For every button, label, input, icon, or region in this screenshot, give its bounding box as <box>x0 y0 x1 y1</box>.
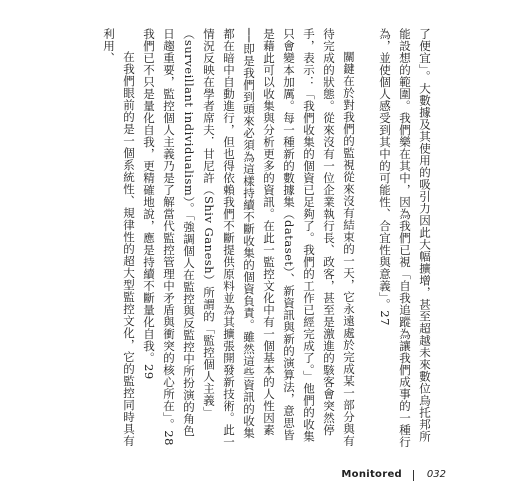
body-text <box>99 28 435 448</box>
page-number: 032 <box>426 469 446 480</box>
running-title: Monitored <box>341 469 402 480</box>
paragraph-1: 了便宜」。大數據及其使用的吸引力因此大幅擴增，甚至超越未來數位烏托邦所能設想的範圍。我們樂在其中，因為我們已視「自我追蹤為讓我們成事的一種行為，並使個人感受到其中的可能性、合宜性與意義」。27 <box>378 28 432 448</box>
paragraph-2: 關鍵在於對我們的監視從來沒有結束的一天，它永遠處於完成某一部分與有待完成的狀態。從來沒有一位企業執行長、政客，甚至是激進的駭客會突然停手，表示：「我們收集的個資已足夠了。我們的工作已經完成了。」他們的收集只會變本加厲。每一種新的數據集（dataset）、新資訊與新的演算法，意思皆是藉此可以收集與分析更多的資訊。在此一監控文化中有一個基本的人性因素──即是我們到頭來必須為這樣持續不斷收集的個資負責。雖然這些資訊的收集都在暗中自動進行，但也得依賴我們不斷提供原料並為其擴張開發新技術。此一情況反映在學者席夫．甘尼許（Shiv Ganesh）所謂的「監控個人主義」（surveillant individualism）。「強調個人在監控與反監控中所扮演的角色日趨重要，監控個人主義乃是了解當代監控管理中矛盾與衝突的核心所在」。28 我們已不只是量化自我，更精確地說，應是持續不斷量化自我。29 <box>142 28 356 448</box>
paragraph-3: 在我們眼前的是一個系統性、規律性的超大型監控文化，它的監控同時具有利用、 <box>102 28 136 447</box>
footer-divider <box>413 470 414 481</box>
page-footer <box>0 469 520 485</box>
